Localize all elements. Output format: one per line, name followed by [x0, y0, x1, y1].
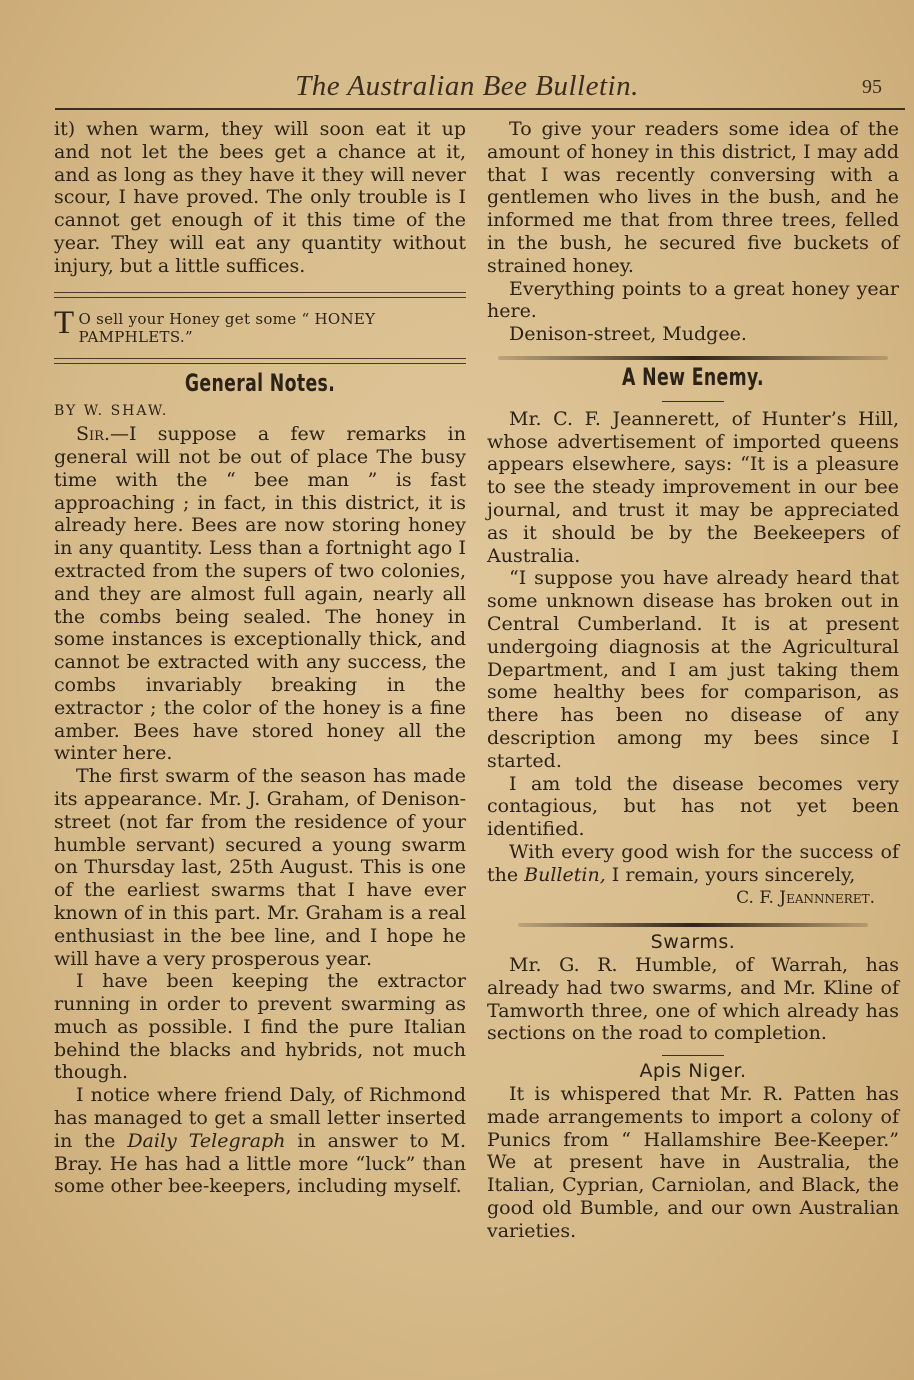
continued-paragraph: To give your readers some idea of the amount of honey in this district, I may add that I was recently conversing with a gentlemen who lives in the bush, and he informed me that from three trees, felled in the bush, he secured five buckets of strained honey.	[487, 118, 899, 277]
continued-paragraph: Everything points to a great honey year here.	[487, 277, 899, 323]
journal-title: The Australian Bee Bulletin.	[295, 70, 639, 102]
salutation: Sir.	[76, 423, 110, 446]
ad-drop-cap: T	[54, 304, 75, 341]
continued-paragraph: it) when warm, they will soon eat it up and not let the bees get a chance at it, and as long as they have it they will never scour, I have proved. The only trouble is I cannot get enough of it this time of the year. They will eat any quantity without injury, but a little suffices.	[54, 118, 466, 277]
article-title: General Notes.	[184, 368, 336, 397]
newspaper-name: Daily Telegraph	[127, 1129, 286, 1152]
running-header	[52, 70, 882, 106]
letter-paragraph: Mr. C. F. Jeannerett, of Hunter’s Hill, whose advertisement of imported queens appears elsewhere, says: “It is a pleasure to see the steady improvement in our bee journal, and trust it may be appreciated as it should be by the Beekeepers of Australia.	[487, 407, 899, 567]
section-paragraph: It is whispered that Mr. R. Patten has made arrangements to import a colony of Punics from “ Hallamshire Bee-Keeper.” We at present have in Australia, the Italian, Cyprian, Carniolan, and Black, the good old Bumble, and our own Australian varieties.	[487, 1083, 899, 1242]
letter-paragraph: I am told the disease becomes very contagious, but has not yet been identified.	[487, 772, 899, 841]
header-rule	[55, 108, 905, 110]
left-column	[54, 118, 466, 1198]
ad-text: O sell your Honey get some “ HONEY PAMPHLETS.”	[78, 309, 376, 346]
section-title: Apis Niger.	[639, 1060, 747, 1083]
article-paragraph: The first swarm of the season has made its appearance. Mr. J. Graham, of Denison-street (not far from the residence of your humble servant) secured a young swarm on Thursday last, 25th August. This is one of the earliest swarms that I have ever known of in this part. Mr. Graham is a real enthusiast in the bee line, and I hope he will have a very prosperous year.	[54, 765, 466, 970]
section-paragraph: Mr. G. R. Humble, of Warrah, has already had two swarms, and Mr. Kline of Tamworth three, one of which already has sections on the road to completion.	[487, 954, 899, 1045]
article-byline: BY W. SHAW.	[54, 403, 169, 420]
article-paragraph: Sir.—I suppose a few remarks in general will not be out of place The busy time with the “ bee man ” is fast approaching ; in fact, in this district, it is already here. Bees are now storing honey in any quantity. Less than a fortnight ago I extracted from the supers of two colonies, and they are almost full again, nearly all the combs being sealed. The honey in some instances is exceptionally thick, and cannot be extracted with any success, the combs invariably breaking in the extractor ; the color of the honey is a fine amber. Bees have stored honey all the winter here.	[54, 423, 466, 765]
letter-paragraph: “I suppose you have already heard that some unknown disease has broken out in Central Cumberland. It is at present undergoing diagnosis at the Agricultural Department, and I am just taking them some healthy bees for comparison, as there has been no disease of any description among my bees since I started.	[487, 567, 899, 772]
page-number: 95	[862, 76, 882, 98]
honey-pamphlets-ad	[54, 304, 466, 346]
right-column	[487, 118, 899, 1243]
letter-paragraph: With every good wish for the success of the Bulletin, I remain, yours sincerely,	[487, 840, 899, 886]
article-paragraph: I have been keeping the extractor running in order to prevent swarming as much as possible. I find the pure Italian behind the blacks and hybrids, not much though.	[54, 970, 466, 1084]
section-title: Swarms.	[650, 931, 736, 954]
journal-name: Bulletin,	[524, 863, 606, 886]
article-paragraph: I notice where friend Daly, of Richmond has managed to get a small letter inserted in the Daily Telegraph in answer to M. Bray. He has had a little more “luck” than some other bee-keepers, including myself.	[54, 1084, 466, 1198]
section-title: A New Enemy.	[622, 362, 764, 391]
letter-signature: C. F. Jeannneret.	[736, 887, 875, 908]
dateline: Denison-street, Mudgee.	[509, 323, 747, 346]
